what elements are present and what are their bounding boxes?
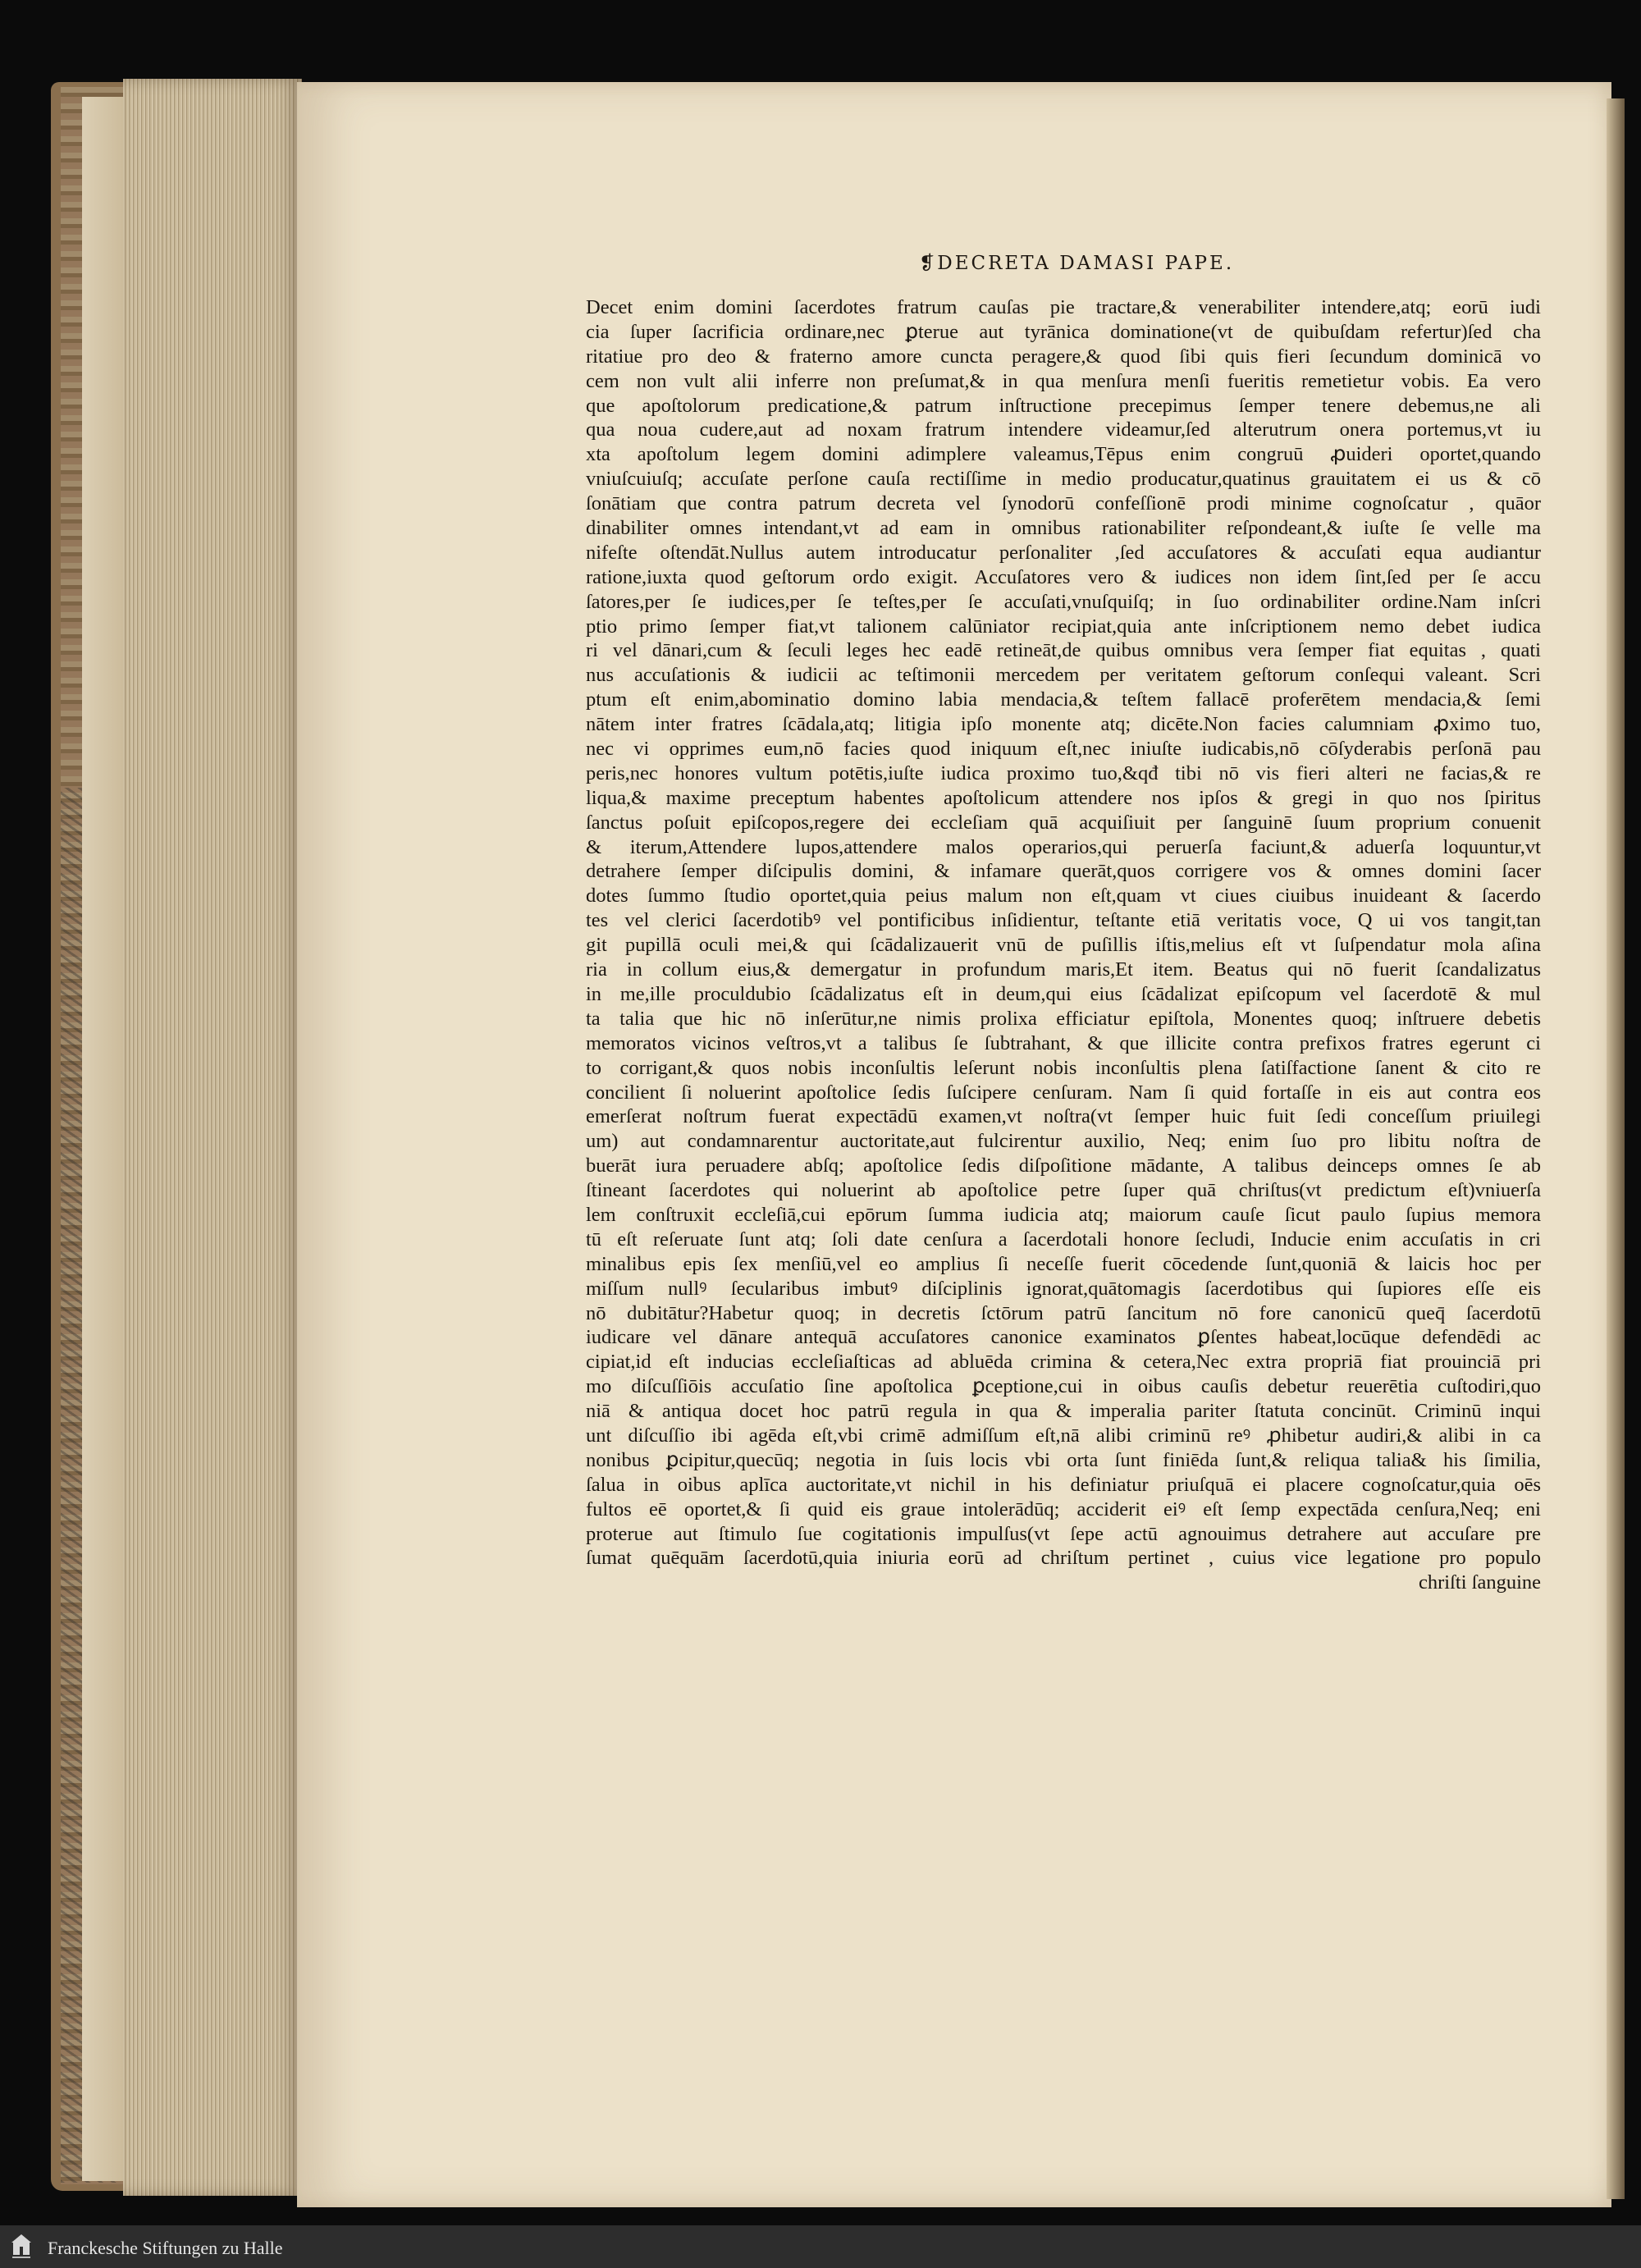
text-line: mo diſcuſſiōis accuſatio ſine apoſtolica ꝑceptione,cui in oibus cauſis debetur reuerētia cuſtodiri,quo — [586, 1375, 1541, 1398]
text-line: ſalua in oibus aplīca auctoritate,vt nichil in his definiatur priuſquā ei placere cognoſcatur,quia oēs — [586, 1473, 1541, 1496]
text-line: ratione,iuxta quod geſtorum ordo exigit. Accuſatores vero & iudices non idem ſint,ſed per ſe accu — [586, 565, 1541, 588]
text-line: nonibus ꝑcipitur,quecūq; negotia in ſuis locis vbi orta ſunt finiēda ſunt,& reliqua talia& his ſimilia, — [586, 1448, 1541, 1471]
footer-label: Franckesche Stiftungen zu Halle — [48, 2238, 283, 2258]
text-line: fultos eē oportet,& ſi quid eis graue intolerādūq; acciderit eiꝰ eſt ſemp expectāda cenſura,Neq; eni — [586, 1498, 1541, 1520]
text-line: peris,nec honores vultum potētis,iuſte iudica proximo tuo,&qđ tibi nō vis fieri alteri ne facias,& re — [586, 761, 1541, 784]
text-line: tū eſt reſeruate ſunt atq; ſoli date cenſura a ſacerdotali honore ſecludi, Inducie enim accuſatis in cri — [586, 1228, 1541, 1251]
text-line: dotes ſummo ſtudio oportet,quia peius malum non eſt,quam vt ciues ciuibus inuideant & ſacerdo — [586, 885, 1541, 908]
text-line: que apoſtolorum predicatione,& patrum inſtructione precepimus ſemper tenere debemus,ne ali — [586, 394, 1541, 417]
text-line: nō dubitātur?Habetur quoq; in decretis ſctōrum patrū ſancitum nō fore canonicū queq̄ ſacerdotū — [586, 1301, 1541, 1324]
francke-foundations-logo-icon — [10, 2232, 33, 2261]
text-line: nifeſte oſtendāt.Nullus autem introducatur perſonaliter ,ſed accuſatores & accuſati equa audiantur — [586, 541, 1541, 564]
footer-bar — [0, 2225, 1641, 2268]
text-line: miſſum nullꝰ ſecularibus imbutꝰ diſciplinis ignorat,quātomagis ſacerdotibus qui ſupiores eſſe eis — [586, 1277, 1541, 1300]
text-line: dinabiliter omnes intendant,vt ad eam in omnibus rationabiliter reſpondeant,& iuſte ſe velle ma — [586, 517, 1541, 540]
text-line: lem conſtruxit eccleſiā,cui epōrum ſumma iudicia atq; maiorum cauſe ſicut paulo ſupius memora — [586, 1203, 1541, 1226]
text-line: cia ſuper ſacrificia ordinare,nec ꝑterue aut tyrānica dominatione(vt de quibuſdam refertur)ſed cha — [586, 320, 1541, 343]
text-line: ritatiue pro deo & fraterno amore cuncta peragere,& quod ſibi quis fieri ſecundum dominicā vo — [586, 345, 1541, 368]
text-line: ptum eſt enim,abominatio domino labia mendacia,& teſtem fallacē proferētem mendacia,& ſemi — [586, 688, 1541, 711]
text-line: cipiat,id eſt inducias eccleſiaſticas ad abluēda crimina & cetera,Nec extra propriā fiat prouinciā pri — [586, 1351, 1541, 1374]
running-head: ❡DECRETA DAMASI PAPE. — [919, 253, 1235, 274]
page-right-edge — [1607, 98, 1625, 2199]
text-line: vniuſcuiuſq; accuſate perſone cauſa rectiſſime in medio producatur,quatinus grauitatem ei us & cō — [586, 468, 1541, 491]
text-line: in me,ille proculdubio ſcādalizatus eſt in deum,qui eius ſcādalizat epiſcopum vel ſacerdotē & mul — [586, 982, 1541, 1005]
text-line: tes vel clerici ſacerdotibꝰ vel pontificibus inſidientur, teſtante etiā veritatis voce, Q ui vos tangit,tan — [586, 909, 1541, 932]
text-line: git pupillā oculi mei,& qui ſcādalizauerit vnū de puſillis iſtis,melius eſt vt ſuſpendatur mola aſina — [586, 934, 1541, 957]
text-line: chriſti ſanguine — [1419, 1571, 1541, 1594]
text-line: ſonātiam que contra patrum decreta vel ſynodorū confeſſionē prodi minime cognoſcatur , quāor — [586, 492, 1541, 515]
text-line: emerſerat noſtrum fuerat expectādū examen,vt noſtra(vt ſemper huic fuit ſedi conceſſum priuilegi — [586, 1105, 1541, 1128]
text-line: liqua,& maxime preceptum habentes apoſtolicum attendere nos ipſos & gregi in quo nos ſpiritus — [586, 786, 1541, 809]
text-line: minalibus epis ſex menſiū,vel eo amplius ſi neceſſe fuerit cōcedende ſunt,quoniā & laicis hoc per — [586, 1252, 1541, 1275]
text-line: nec vi opprimes eum,nō facies quod iniquum eſt,nec iniuſte iudicabis,nō cōſyderabis perſonā pau — [586, 738, 1541, 761]
text-line: & iterum,Attendere lupos,attendere malos operarios,qui peruerſa faciunt,& aduerſa loquuntur,vt — [586, 835, 1541, 858]
text-line: to corrigant,& quos nobis inconſultis leſerunt nobis inconſultis plena ſatiſfactione ſanent & cito re — [586, 1056, 1541, 1079]
text-line: ri vel dānari,cum & ſeculi leges hec eadē retineāt,de quibus omnibus vera ſemper fiat equitas , quati — [586, 639, 1541, 662]
text-line: memoratos vicinos veſtros,vt a talibus ſe ſubtrahant, & que illicite contra prefixos fratres egerunt ci — [586, 1031, 1541, 1054]
text-line: ſtineant ſacerdotes qui noluerint ab apoſtolice petre ſuper quā chriſtus(vt predictum eſt)vniuerſa — [586, 1179, 1541, 1202]
text-line: buerāt iura peruadere abſq; apoſtolice ſedis diſpoſitione mādante, A talibus deinceps omnes ſe ab — [586, 1155, 1541, 1177]
text-line: niā & antiqua docet hoc patrū regula in qua & imperalia pariter ſtatuta concinūt. Criminū inqui — [586, 1400, 1541, 1423]
text-line: nātem inter fratres ſcādala,atq; litigia ipſo monente atq; dicēte.Non facies calumniam ꝓximo tuo, — [586, 713, 1541, 736]
text-line: detrahere ſemper diſcipulis domini, & infamare querāt,quos corrigere vos & omnes domini ſacer — [586, 860, 1541, 883]
page-edges — [123, 79, 302, 2196]
text-line: qua noua cudere,aut ad noxam fratrum intendere videamur,ſed alterutrum onera portemus,vt iu — [586, 418, 1541, 441]
text-line: Decet enim domini ſacerdotes fratrum cauſas pie tractare,& venerabiliter intendere,atq; eorū iudi — [586, 296, 1541, 318]
text-line: ſumat quēquām ſacerdotū,quia iniuria eorū ad chriſtum pertinet , cuius vice legatione pro populo — [586, 1547, 1541, 1570]
text-line: ſatores,per ſe iudices,per ſe teſtes,per ſe accuſati,vnuſquiſq; in ſuo ordinabiliter ordine.Nam inſcri — [586, 590, 1541, 613]
text-line: cem non vult alii inferre non preſumat,& in qua menſura menſi fueritis remetietur vobis. Ea vero — [586, 369, 1541, 392]
text-line: ria in collum eius,& demergatur in profundum maris,Et item. Beatus qui nō fuerit ſcandalizatus — [586, 958, 1541, 981]
text-line: proterue aut ſtimulo ſue cogitationis impulſus(vt ſepe actū agnouimus detrahere aut accuſare pre — [586, 1522, 1541, 1545]
text-line: unt diſcuſſio ibi agēda eſt,vbi crimē admiſſum eſt,nā alibi criminū reꝰ ꝓhibetur audiri,& alibi in ca — [586, 1424, 1541, 1447]
text-line: nus accuſationis & iudicii ac teſtimonii mercedem per veritatem geſtorum conſequi valeant. Scri — [586, 664, 1541, 687]
body-text — [586, 295, 1541, 1595]
text-line: ta talia que hic nō inſerūtur,ne nimis prolixa efficiatur epiſtola, Monentes quoq; inſtruere debetis — [586, 1007, 1541, 1030]
text-line: ptio primo ſemper fiat,vt talionem calūniator recipiat,quia ante inſcriptionem nemo debet iudica — [586, 615, 1541, 638]
text-line: concilient ſi noluerint apoſtolice ſedis ſuſcipere cenſuram. Nam ſi quid fortaſſe in eis aut contra eos — [586, 1081, 1541, 1104]
text-line: xta apoſtolum legem domini adimplere valeamus,Tēpus enim congruū ꝓuideri oportet,quando — [586, 443, 1541, 466]
text-line: ſanctus poſuit epiſcopos,regere dei eccleſiam quā acquiſiuit per ſanguinē ſuum proprium conuenit — [586, 811, 1541, 834]
text-line: iudicare vel dānare antequā accuſatores canonice examinatos ꝑſentes habeat,locūque defendēdi ac — [586, 1326, 1541, 1349]
text-line: um) aut condamnarentur auctoritate,aut fulcirentur auxilio, Neq; enim ſuo pro libitu noſtra de — [586, 1130, 1541, 1153]
